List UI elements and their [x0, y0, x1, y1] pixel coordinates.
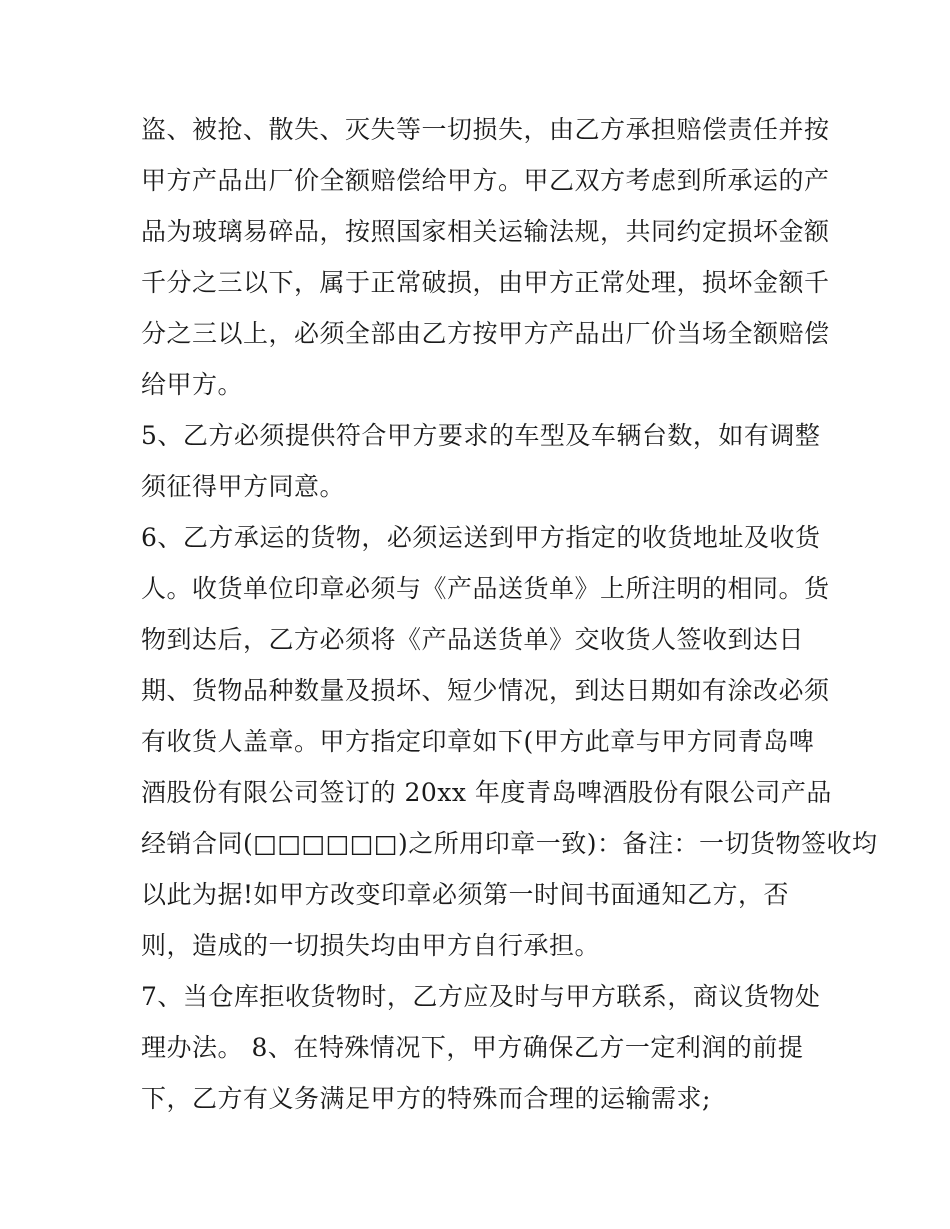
text-line: 下，乙方有义务满足甲方的特殊而合理的运输需求; [141, 1084, 711, 1113]
text-line: 千分之三以下，属于正常破损，由甲方正常处理，损坏金额千 [141, 268, 830, 297]
text-line: 经销合同(□□□□□□)之所用印章一致)：备注：一切货物签收均 [141, 829, 878, 858]
text-line: 给甲方。 [141, 370, 244, 399]
text-line: 甲方产品出厂价全额赔偿给甲方。甲乙双方考虑到所承运的产 [141, 166, 830, 195]
text-line: 盗、被抢、散失、灭失等一切损失，由乙方承担赔偿责任并按 [141, 115, 830, 144]
text-line: 分之三以上，必须全部由乙方按甲方产品出厂价当场全额赔偿 [141, 319, 830, 348]
text-line: 期、货物品种数量及损坏、短少情况，到达日期如有涂改必须 [141, 676, 830, 705]
text-line: 7、当仓库拒收货物时，乙方应及时与甲方联系，商议货物处 [141, 982, 821, 1011]
text-line: 人。收货单位印章必须与《产品送货单》上所注明的相同。货 [141, 574, 830, 603]
text-line: 品为玻璃易碎品，按照国家相关运输法规，共同约定损坏金额 [141, 217, 830, 246]
text-line: 物到达后，乙方必须将《产品送货单》交收货人签收到达日 [141, 625, 805, 654]
text-line: 则，造成的一切损失均由甲方自行承担。 [141, 931, 601, 960]
text-line: 须征得甲方同意。 [141, 472, 346, 501]
text-line: 以此为据!如甲方改变印章必须第一时间书面通知乙方，否 [141, 880, 790, 909]
text-line: 6、乙方承运的货物，必须运送到甲方指定的收货地址及收货 [141, 523, 821, 552]
text-line: 理办法。 8、在特殊情况下，甲方确保乙方一定利润的前提 [141, 1033, 804, 1062]
text-line: 有收货人盖章。甲方指定印章如下(甲方此章与甲方同青岛啤 [141, 727, 815, 756]
text-line: 酒股份有限公司签订的 20xx 年度青岛啤酒股份有限公司产品 [141, 778, 832, 807]
text-line: 5、乙方必须提供符合甲方要求的车型及车辆台数，如有调整 [141, 421, 821, 450]
